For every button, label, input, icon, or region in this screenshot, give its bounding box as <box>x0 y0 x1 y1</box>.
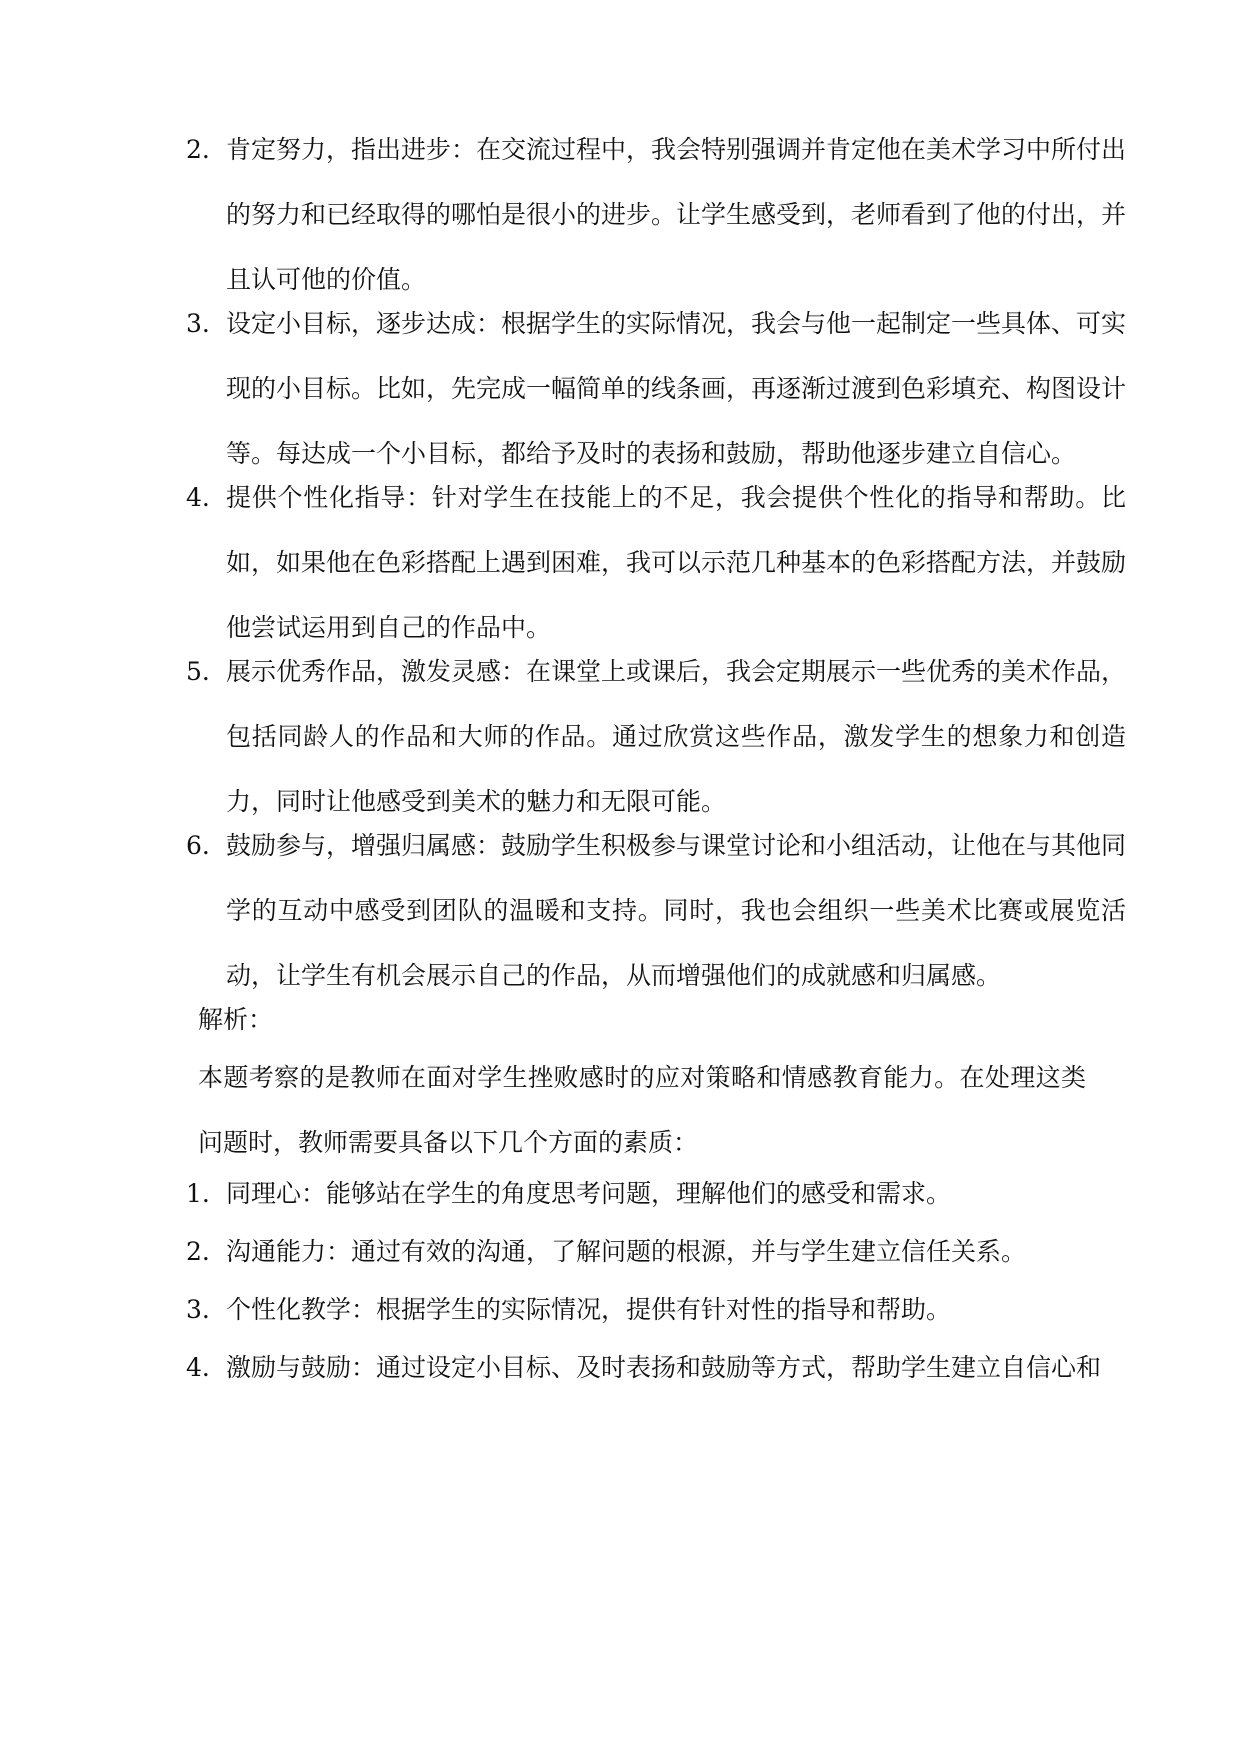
list-number: 4. <box>186 1353 210 1382</box>
list-text: 个性化教学：根据学生的实际情况，提供有针对性的指导和帮助。 <box>226 1295 952 1324</box>
list-number: 4. <box>186 483 210 512</box>
list-text: 激励与鼓励：通过设定小目标、及时表扬和鼓励等方式，帮助学生建立自信心和 <box>226 1353 1102 1382</box>
list-text: 提供个性化指导：针对学生在技能上的不足，我会提供个性化的指导和帮助。比如，如果他在色彩搭配上遇到困难，我可以示范几种基本的色彩搭配方法，并鼓励他尝试运用到自己的作品中。 <box>226 483 1127 642</box>
list-text: 沟通能力：通过有效的沟通，了解问题的根源，并与学生建立信任关系。 <box>226 1237 1027 1266</box>
list-number: 6. <box>186 831 210 860</box>
list-number: 1. <box>186 1179 210 1208</box>
list-text: 同理心：能够站在学生的角度思考问题，理解他们的感受和需求。 <box>226 1179 952 1208</box>
list-text: 鼓励参与，增强归属感：鼓励学生积极参与课堂讨论和小组活动，让他在与其他同学的互动中感受到团队的温暖和支持。同时，我也会组织一些美术比赛或展览活动，让学生有机会展示自己的作品，从而增强他们的成就感和归属感。 <box>226 831 1127 990</box>
list-number: 3. <box>186 309 210 338</box>
list-number: 2. <box>186 1237 210 1266</box>
list-number: 3. <box>186 1295 210 1324</box>
analysis-intro: 本题考察的是教师在面对学生挫败感时的应对策略和情感教育能力。在处理这类问题时，教师需要具备以下几个方面的素质： <box>198 1063 1086 1157</box>
list-number: 2. <box>186 135 210 164</box>
list-text: 设定小目标，逐步达成：根据学生的实际情况，我会与他一起制定一些具体、可实现的小目标。比如，先完成一幅简单的线条画，再逐渐过渡到色彩填充、构图设计等。每达成一个小目标，都给予及时的表扬和鼓励，帮助他逐步建立自信心。 <box>226 309 1127 468</box>
list-text: 肯定努力，指出进步：在交流过程中，我会特别强调并肯定他在美术学习中所付出的努力和已经取得的哪怕是很小的进步。让学生感受到，老师看到了他的付出，并且认可他的价值。 <box>226 135 1127 294</box>
list-number: 5. <box>186 657 210 686</box>
analysis-label: 解析： <box>198 1005 274 1034</box>
list-text: 展示优秀作品，激发灵感：在课堂上或课后，我会定期展示一些优秀的美术作品，包括同龄人的作品和大师的作品。通过欣赏这些作品，激发学生的想象力和创造力，同时让他感受到美术的魅力和无限可能。 <box>226 657 1127 816</box>
